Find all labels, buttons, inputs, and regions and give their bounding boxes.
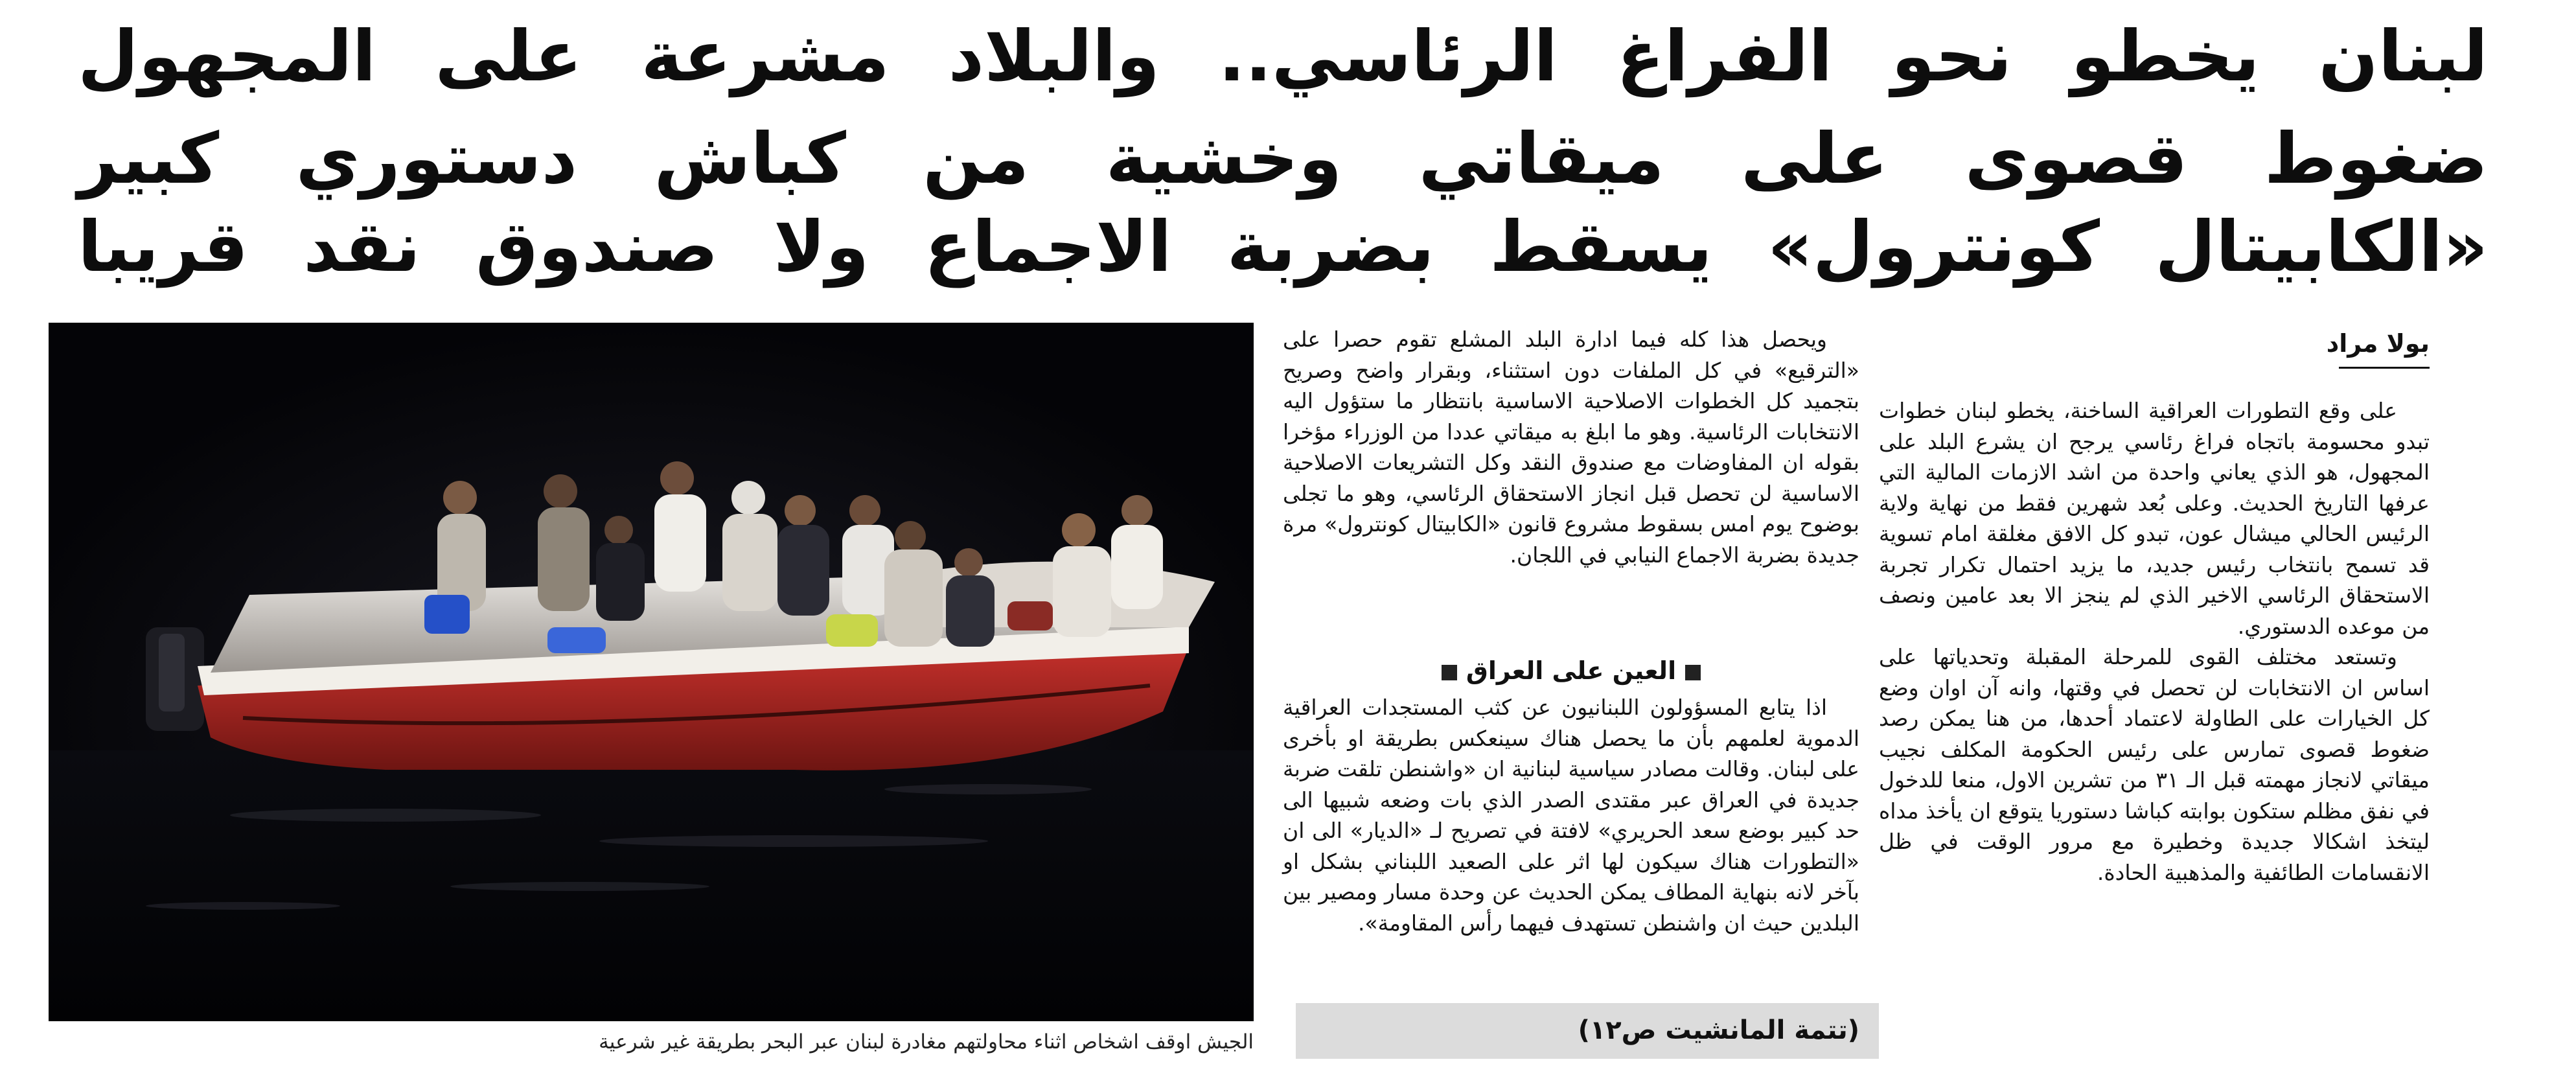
- author-byline: بولا مراد: [2326, 329, 2430, 358]
- continued-label: (تتمة المانشيت ص١٢): [1578, 1015, 1859, 1045]
- bullet-square-icon: [1685, 665, 1701, 680]
- article-paragraph: على وقع التطورات العراقية الساخنة، يخطو لبنان خطوات تبدو محسومة باتجاه فراغ رئاسي يرجح ان يشرع البلد على المجهول، هو الذي يعاني واحدة من اشد الازمات المالية التي عرفها التاريخ الحديث. وعلى بُعد شهرين فقط من نهاية ولاية الرئيس الحالي ميشال عون، تبدو كل الافق مغلقة امام تسوية قد تسمح بانتخاب رئيس جديد، ما يزيد احتمال تكرار تجربة الاستحقاق الرئاسي الاخير الذي لم ينجز الا بعد عامين ونصف من موعده الدستوري.: [1879, 398, 2430, 639]
- article-paragraph: اذا يتابع المسؤولون اللبنانيون عن كثب المستجدات العراقية الدموية لعلمهم بأن ما يحصل هناك سينعكس بطريقة او بأخرى على لبنان. وقالت مصادر سياسية لبنانية ان «واشنطن تلقت ضربة جديدة في العراق عبر مقتدى الصدر الذي بات وضعه شبيها الى حد كبير بوضع سعد الحريري» لافتة في تصريح لـ «الديار» الى ان «التطورات هناك سيكون لها اثر على الصعيد اللبناني بشكل او بآخر لانه بنهاية المطاف يمكن الحديث عن وحدة مسار ومصير بين البلدين حيث ان واشنطن تستهدف فيهما رأس المقاومة».: [1283, 695, 1859, 936]
- headline-line-1: لبنان يخطو نحو الفراغ الرئاسي.. والبلاد مشرعة على المجهول: [78, 16, 2488, 97]
- middle-article-column-top: [1283, 324, 1859, 570]
- byline-underline: [2339, 367, 2430, 369]
- article-paragraph: ويحصل هذا كله فيما ادارة البلد المشلع تقوم حصرا على «الترقيع» في كل الملفات دون استثناء، وبقرار واضح وصريح بتجميد كل الخطوات الاصلاحية الاساسية بانتظار ما ستؤول اليه الانتخابات الرئاسية. وهو ما ابلغ به ميقاتي عددا من الوزراء مؤخرا بقوله ان المفاوضات مع صندوق النقد وكل التشريعات الاصلاحية الاساسية لن تحصل قبل انجاز الاستحقاق الرئاسي، وهو ما تجلى بوضوح يوم امس بسقوط مشروع قانون «الكابيتال كونترول» مرة جديدة بضربة الاجماع النيابي في اللجان.: [1283, 327, 1859, 568]
- photo-caption: الجيش اوقف اشخاص اثناء محاولتهم مغادرة لبنان عبر البحر بطريقة غير شرعية: [599, 1030, 1254, 1054]
- section-subheading: [1283, 654, 1859, 687]
- bullet-square-icon: [1442, 665, 1457, 680]
- headline-line-2: ضغوط قصوى على ميقاتي وخشية من كباش دستوري كبير: [78, 119, 2488, 200]
- subheading-text: العين على العراق: [1466, 656, 1677, 685]
- headline-line-3: «الكابيتال كونترول» يسقط بضربة الاجماع ولا صندوق نقد قريبا: [78, 207, 2488, 288]
- article-paragraph: وتستعد مختلف القوى للمرحلة المقبلة وتحدياتها على اساس ان الانتخابات لن تحصل في وقتها، وانه آن اوان وضع كل الخيارات على الطاولة لاعتماد أحدها، من هنا يمكن رصد ضغوط قصوى تمارس على رئيس الحكومة المكلف نجيب ميقاتي لانجاز مهمته قبل الـ ٣١ من تشرين الاول، منعا للدخول في نفق مظلم ستكون بوابته كباشا دستوريا يتوقع ان يأخذ مداه ليتخذ اشكالا جديدة وخطيرة مع مرور الوقت في ظل الانقسامات الطائفية والمذهبية الحادة.: [1879, 644, 2430, 885]
- news-photo-boat-at-night: [49, 323, 1254, 1021]
- middle-article-column-bottom: [1283, 692, 1859, 938]
- continued-on-page-box: [1296, 1003, 1879, 1059]
- right-article-column: [1879, 395, 2430, 888]
- boat-illustration: [49, 323, 1254, 1021]
